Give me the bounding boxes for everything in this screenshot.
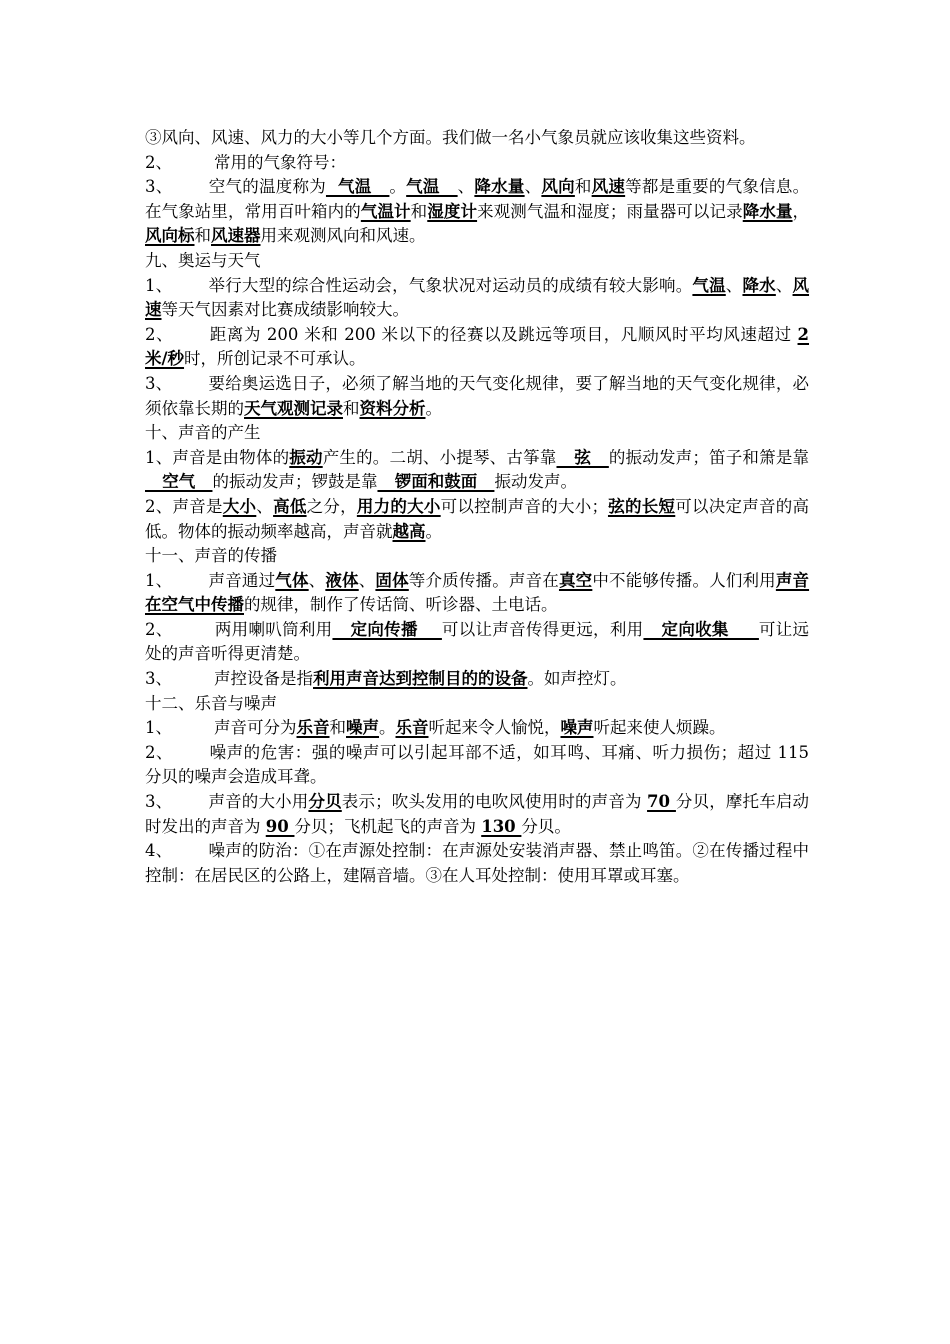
body-text: 用来观测风向和风速。 xyxy=(260,226,426,246)
answer-text: 风向 xyxy=(541,177,575,197)
body-text: 等天气因素对比赛成绩影响较大。 xyxy=(161,300,409,320)
paragraph xyxy=(145,323,809,372)
paragraph xyxy=(145,569,809,618)
body-text: 空气的温度称为 xyxy=(208,177,326,197)
answer-text: 风速 xyxy=(591,177,626,197)
body-text: 要给奥运选日子，必须了解当地的天气变化规律，要了解当地的天气变化规律，必须依靠长期的 xyxy=(145,373,810,418)
body-text: 可以控制声音的大小； xyxy=(440,496,608,516)
answer-text: 风速器 xyxy=(211,226,261,246)
body-text: 。如声控灯。 xyxy=(527,669,627,689)
body-text: 1、 xyxy=(145,275,173,295)
paragraph xyxy=(145,667,809,692)
body-text: ③风向、风速、风力的大小等几个方面。我们做一名小气象员就应该收集这些资料。 xyxy=(145,128,756,147)
answer-text: 降水量 xyxy=(742,201,793,221)
body-text: 、 xyxy=(775,275,793,295)
body-text: 。 xyxy=(389,177,407,197)
body-text: 十一、声音的传播 xyxy=(145,546,277,566)
body-text: 声音通过 xyxy=(208,570,276,590)
body-text: 的规律，制作了传话筒、听诊器、土电话。 xyxy=(244,595,558,615)
body-text: 十二、乐音与噪声 xyxy=(145,693,277,713)
document-page xyxy=(145,126,809,888)
answer-text: 锣面和鼓面 xyxy=(377,472,495,492)
answer-text: 越高 xyxy=(392,521,426,541)
body-text: 3、 xyxy=(145,792,173,812)
body-text: 2、声音是 xyxy=(145,496,223,516)
body-text: 和 xyxy=(343,398,360,418)
answer-text: 用力的大小 xyxy=(356,496,441,516)
body-text: 噪声的危害：强的噪声可以引起耳部不适，如耳鸣、耳痛、听力损伤；超过 115 分贝的噪声会造成耳聋。 xyxy=(145,742,809,787)
body-text: 和 xyxy=(194,226,211,246)
body-text: 等都是重要的气象信息。在气象站里，常用百叶箱内的 xyxy=(145,177,810,221)
paragraph xyxy=(145,372,809,421)
body-text: 2、 xyxy=(145,152,172,172)
answer-text: 90 xyxy=(265,816,295,836)
body-text: 分贝，摩托车启动时发出的声音为 xyxy=(145,792,810,836)
body-text: 和 xyxy=(574,177,592,197)
body-text: 、 xyxy=(256,496,274,516)
answer-text: 大小 xyxy=(222,496,257,516)
body-text: 声控设备是指 xyxy=(214,669,313,689)
paragraph xyxy=(145,274,809,323)
answer-text: 乐音 xyxy=(395,718,429,738)
body-text: 1、 xyxy=(145,718,172,738)
body-text: 、 xyxy=(358,570,376,590)
answer-text: 利用声音达到控制目的的设备 xyxy=(313,669,528,689)
body-text: 。 xyxy=(425,521,442,541)
body-text: 。 xyxy=(379,718,396,738)
answer-text: 弦 xyxy=(556,447,609,467)
paragraph xyxy=(145,716,809,741)
body-text: 、 xyxy=(457,177,475,197)
answer-text: 弦的长短 xyxy=(607,496,676,516)
body-text: 2、 xyxy=(145,742,174,762)
paragraph xyxy=(145,175,809,249)
answer-text: 气体 xyxy=(275,570,309,590)
paragraph xyxy=(145,618,809,667)
answer-text: 风速 xyxy=(145,275,810,320)
body-text: 和 xyxy=(329,718,346,738)
paragraph xyxy=(145,692,809,717)
answer-text: 降水量 xyxy=(474,177,525,197)
answer-text: 振动 xyxy=(289,447,323,467)
body-text: 的振动发声；锣鼓是靠 xyxy=(212,472,378,492)
body-text: 和 xyxy=(410,201,428,221)
paragraph xyxy=(145,544,809,569)
body-text: 3、 xyxy=(145,177,173,197)
body-text: 两用喇叭筒利用 xyxy=(214,619,333,639)
answer-text: 空气 xyxy=(145,472,213,492)
answer-text: 液体 xyxy=(325,570,359,590)
body-text: 振动发声。 xyxy=(494,472,577,492)
answer-text: 130 xyxy=(481,816,522,836)
body-text: 可以让声音传得更远，利用 xyxy=(441,619,644,639)
body-text: 声音的大小用 xyxy=(208,792,309,812)
body-text: 可让远处的声音听得更清楚。 xyxy=(145,619,810,664)
answer-text: 定向传播 xyxy=(332,619,442,639)
paragraph xyxy=(145,249,809,274)
body-text: 、 xyxy=(308,570,326,590)
body-text: 之分， xyxy=(306,496,357,516)
body-text: 分贝。 xyxy=(521,816,571,836)
body-text: 2、 xyxy=(145,324,174,344)
answer-text: 风向标 xyxy=(145,226,195,246)
answer-text: 真空 xyxy=(558,570,593,590)
answer-text: 定向收集 xyxy=(643,619,759,639)
body-text: 听起来令人愉悦， xyxy=(428,718,561,738)
answer-text: 2 米/秒 xyxy=(145,324,810,369)
answer-text: 噪声 xyxy=(560,718,594,738)
body-text: 3、 xyxy=(145,669,172,689)
body-text: 等介质传播。声音在 xyxy=(408,570,559,590)
body-text: 分贝；飞机起飞的声音为 xyxy=(294,816,482,836)
body-text: 可以决定声音的高低。物体的振动频率越高，声音就 xyxy=(145,496,810,541)
body-text: 。 xyxy=(425,398,442,418)
body-text: 常用的气象符号： xyxy=(214,152,346,172)
body-text: 1、 xyxy=(145,570,173,590)
paragraph xyxy=(145,495,809,544)
answer-text: 声音在空气中传播 xyxy=(145,570,810,615)
body-text: 4、 xyxy=(145,841,173,861)
answer-text: 降水 xyxy=(742,275,776,295)
body-text: 中不能够传播。人们利用 xyxy=(592,570,776,590)
paragraph xyxy=(145,839,809,888)
paragraph xyxy=(145,151,809,176)
paragraph xyxy=(145,741,809,790)
answer-text: 高低 xyxy=(273,496,307,516)
paragraph xyxy=(145,446,809,495)
answer-text: 天气观测记录 xyxy=(244,398,343,418)
paragraph xyxy=(145,790,809,839)
body-text: 1、声音是由物体的 xyxy=(145,447,290,467)
answer-text: 气温计 xyxy=(360,201,411,221)
answer-text: 乐音 xyxy=(296,718,330,738)
body-text: 举行大型的综合性运动会，气象状况对运动员的成绩有较大影响。 xyxy=(208,275,693,295)
body-text: 产生的。二胡、小提琴、古筝靠 xyxy=(322,447,557,467)
body-text: 声音可分为 xyxy=(214,718,297,738)
answer-text: 资料分析 xyxy=(359,398,426,418)
body-text: 来观测气温和湿度；雨量器可以记录 xyxy=(477,201,743,221)
paragraph xyxy=(145,126,809,151)
body-text: 九、奥运与天气 xyxy=(145,250,261,270)
body-text: 、 xyxy=(725,275,743,295)
body-text: 距离为 200 米和 200 米以下的径赛以及跳远等项目，凡顺风时平均风速超过 xyxy=(209,324,798,344)
body-text: 十、声音的产生 xyxy=(145,423,261,443)
answer-text: 固体 xyxy=(375,570,409,590)
body-text: 时，所创记录不可承认。 xyxy=(184,349,366,369)
answer-text: 70 xyxy=(647,792,676,812)
body-text: 2、 xyxy=(145,619,173,639)
answer-text: 湿度计 xyxy=(427,201,478,221)
body-text: 3、 xyxy=(145,373,173,393)
answer-text: 气温 xyxy=(406,177,458,197)
body-text: 听起来使人烦躁。 xyxy=(593,718,726,738)
answer-text: 分贝 xyxy=(308,792,342,812)
paragraph xyxy=(145,421,809,446)
answer-text: 气温 xyxy=(325,177,390,197)
body-text: ， xyxy=(792,201,810,221)
body-text: 的振动发声；笛子和箫是靠 xyxy=(608,447,810,467)
answer-text: 气温 xyxy=(692,275,726,295)
answer-text: 噪声 xyxy=(346,718,379,738)
body-text: 表示；吹头发用的电吹风使用时的声音为 xyxy=(341,792,648,812)
body-text: 、 xyxy=(524,177,542,197)
body-text: 噪声的防治：①在声源处控制：在声源处安装消声器、禁止鸣笛。②在传播过程中控制：在居民区的公路上，建隔音墙。③在人耳处控制：使用耳罩或耳塞。 xyxy=(145,841,810,885)
